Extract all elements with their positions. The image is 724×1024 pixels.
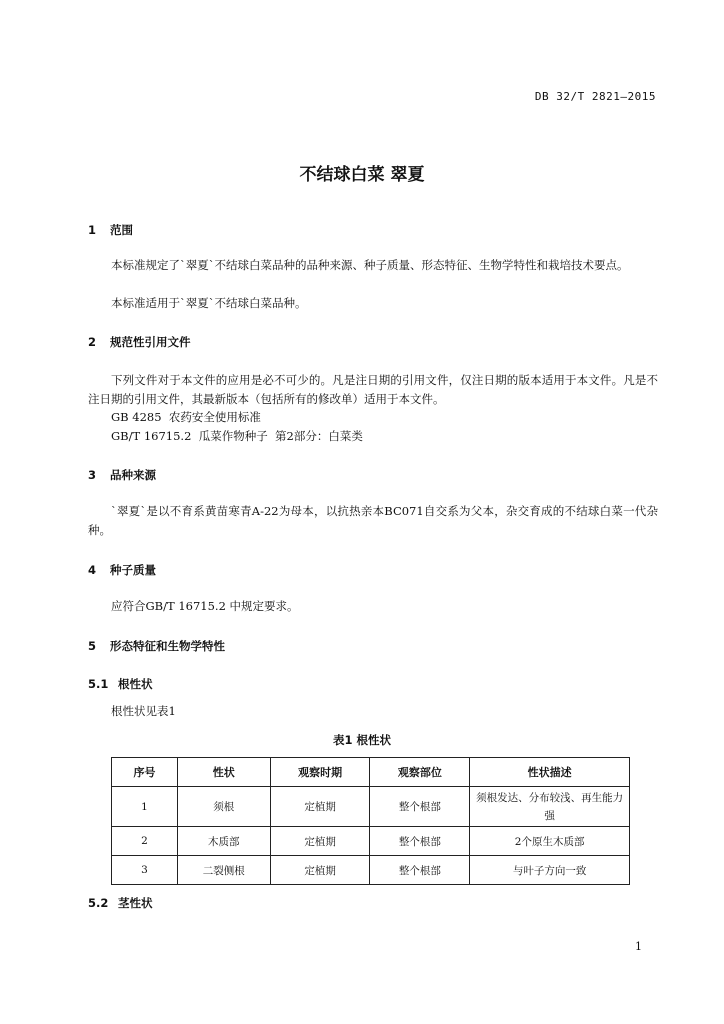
section-title: 品种来源 bbox=[110, 468, 157, 482]
section-number: 1 bbox=[88, 223, 97, 237]
section-4-paragraph-1: 应符合GB/T 16715.2 中规定要求。 bbox=[111, 599, 299, 613]
section-1-paragraph-1: 本标准规定了`翠夏`不结球白菜品种的品种来源、种子质量、形态特征、生物学特性和栽培技术要点。 bbox=[111, 258, 629, 272]
section-4-heading bbox=[88, 562, 156, 578]
table-cell: 定植期 bbox=[270, 787, 370, 827]
section-5-2-heading bbox=[88, 895, 153, 911]
reference-gbt16715: GB/T 16715.2 瓜菜作物种子 第2部分：白菜类 bbox=[111, 429, 363, 443]
section-2-paragraph-1: 下列文件对于本文件的应用是必不可少的。凡是注日期的引用文件，仅注日期的版本适用于本文件。凡是不注日期的引用文件，其最新版本（包括所有的修改单）适用于本文件。 bbox=[88, 373, 658, 406]
table-cell: 须根发达、分布较浅、再生能力强 bbox=[470, 787, 630, 827]
section-number: 3 bbox=[88, 468, 97, 482]
section-3-heading bbox=[88, 467, 156, 483]
table-row bbox=[112, 827, 630, 856]
header-cell: 序号 bbox=[112, 758, 178, 787]
section-1-heading bbox=[88, 222, 133, 238]
section-5-1-paragraph: 根性状见表1 bbox=[111, 704, 176, 718]
section-1-paragraph-2: 本标准适用于`翠夏`不结球白菜品种。 bbox=[111, 296, 307, 310]
section-5-heading bbox=[88, 638, 225, 654]
section-title: 形态特征和生物学特性 bbox=[110, 639, 226, 653]
header-cell: 性状描述 bbox=[470, 758, 630, 787]
section-number: 4 bbox=[88, 563, 97, 577]
section-title: 茎性状 bbox=[118, 896, 153, 910]
section-number: 5.2 bbox=[88, 896, 109, 910]
table-cell: 3 bbox=[112, 856, 178, 885]
reference-gb4285: GB 4285 农药安全使用标准 bbox=[111, 410, 261, 424]
section-title: 根性状 bbox=[118, 677, 153, 691]
table-cell: 整个根部 bbox=[370, 787, 470, 827]
table-cell: 整个根部 bbox=[370, 827, 470, 856]
header-cell: 性状 bbox=[177, 758, 270, 787]
table-cell: 定植期 bbox=[270, 827, 370, 856]
section-title: 种子质量 bbox=[110, 563, 157, 577]
document-title: 不结球白菜 翠夏 bbox=[299, 165, 425, 185]
table-caption: 表1 根性状 bbox=[332, 733, 391, 747]
table-cell: 木质部 bbox=[177, 827, 270, 856]
table-row bbox=[112, 856, 630, 885]
section-number: 2 bbox=[88, 335, 97, 349]
table-cell: 与叶子方向一致 bbox=[470, 856, 630, 885]
section-number: 5.1 bbox=[88, 677, 109, 691]
header-cell: 观察部位 bbox=[370, 758, 470, 787]
page-number: 1 bbox=[635, 940, 642, 953]
section-5-1-heading bbox=[88, 676, 153, 692]
table-cell: 整个根部 bbox=[370, 856, 470, 885]
table-cell: 定植期 bbox=[270, 856, 370, 885]
section-title: 规范性引用文件 bbox=[110, 335, 191, 349]
section-number: 5 bbox=[88, 639, 97, 653]
standard-code: DB 32/T 2821—2015 bbox=[534, 90, 656, 103]
table-row bbox=[112, 787, 630, 827]
table-cell: 2 bbox=[112, 827, 178, 856]
table-header-row bbox=[112, 758, 630, 787]
header-cell: 观察时期 bbox=[270, 758, 370, 787]
section-title: 范围 bbox=[110, 223, 134, 237]
root-traits-table bbox=[111, 757, 630, 885]
table-cell: 2个原生木质部 bbox=[470, 827, 630, 856]
table-cell: 1 bbox=[112, 787, 178, 827]
section-2-heading bbox=[88, 334, 191, 350]
table-cell: 须根 bbox=[177, 787, 270, 827]
table-cell: 二裂侧根 bbox=[177, 856, 270, 885]
section-3-paragraph-1: `翠夏`是以不育系黄苗寒青A-22为母本，以抗热亲本BC071自交系为父本，杂交育成的不结球白菜一代杂种。 bbox=[88, 504, 658, 537]
